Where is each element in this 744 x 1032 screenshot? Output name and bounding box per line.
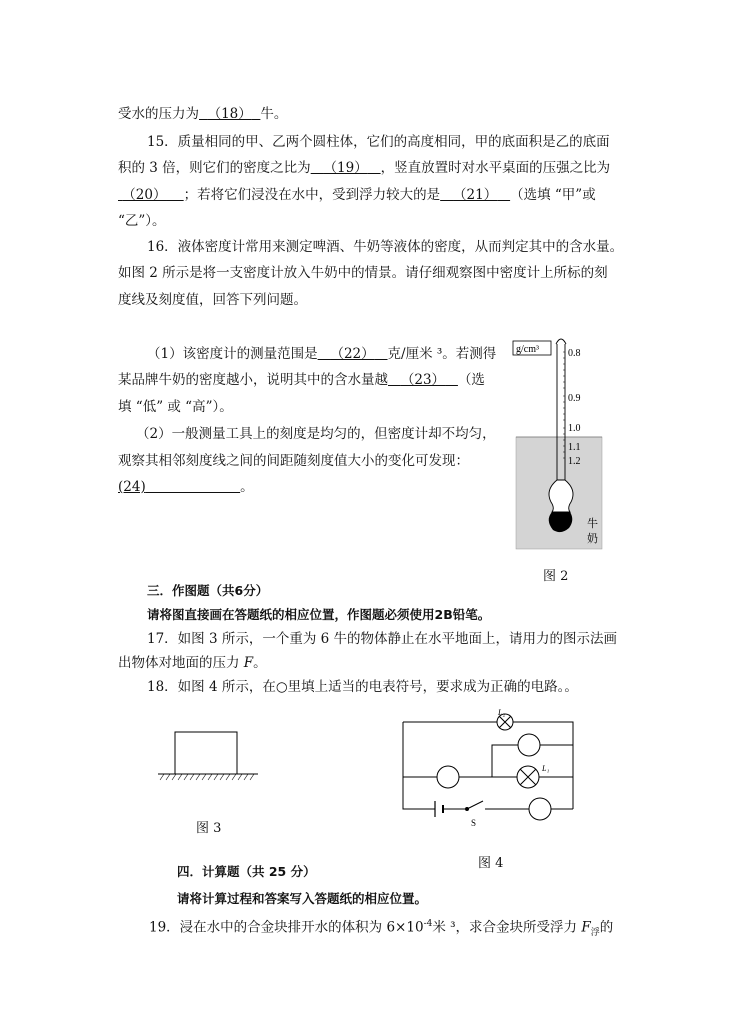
switch <box>466 801 484 811</box>
tick-label-0.9: 0.9 <box>568 393 581 404</box>
lamp-L1 <box>517 766 539 788</box>
figure-3-block <box>150 725 270 790</box>
switch-label: S <box>471 818 477 828</box>
q16-p1-line3: 填 “低” 或 “高”）。 <box>118 399 233 415</box>
blank-23: （23） <box>400 372 446 388</box>
text: 某品牌牛奶的密度越小，说明其中的含水量越 <box>118 372 388 388</box>
q18-line: 18．如图 4 所示，在○里填上适当的电表符号，要求成为正确的电路。。 <box>147 679 578 695</box>
q17-line2 <box>118 653 267 673</box>
q14-tail <box>118 104 287 124</box>
q16-p1-line1 <box>147 344 496 364</box>
text: 牛。 <box>260 106 288 122</box>
section-3-title: 三．作图题（共6分） <box>147 583 269 598</box>
text: 米 ³，求合金块所受浮力 <box>432 919 582 936</box>
figure-2-hydrometer <box>505 330 615 560</box>
blank-21: （21） <box>453 187 498 203</box>
blank-19: （19） <box>323 160 368 176</box>
stem-top <box>556 339 566 344</box>
tick-label-1.2: 1.2 <box>568 456 581 467</box>
q16-p2-line2: 观察其相邻刻度线之间的间距随刻度值大小的变化可发现： <box>118 453 469 469</box>
meter-circle-left <box>437 766 459 788</box>
text: 克/厘米 ³。若测得 <box>387 346 497 362</box>
liquid-label-1: 牛 <box>587 518 598 530</box>
text: （1）该密度计的测量范围是 <box>147 346 318 362</box>
force-symbol: F <box>243 655 254 671</box>
tick-label-1.0: 1.0 <box>568 423 581 434</box>
meter-circle-bottom <box>529 798 551 820</box>
text: 积的 3 倍，则它们的密度之比为 <box>118 160 311 176</box>
q15-line2 <box>118 158 610 178</box>
liquid-label-2: 奶 <box>587 533 598 545</box>
text: （选 <box>457 372 485 388</box>
tick-label-1.1: 1.1 <box>568 442 581 453</box>
figure-3-caption: 图 3 <box>196 821 222 836</box>
blank-22: （22） <box>330 346 375 362</box>
q16-line3: 度线及刻度值，回答下列问题。 <box>118 292 307 308</box>
q15-line3 <box>118 185 596 205</box>
meter-circle-top <box>518 734 540 756</box>
text: （选填 “甲”或 <box>510 187 596 203</box>
q16-p2-line3 <box>118 477 254 497</box>
q16-p1-line2 <box>118 370 485 390</box>
section-3-instruction: 请将图直接画在答题纸的相应位置，作图题必须使用2B铅笔。 <box>147 607 491 622</box>
text: 。 <box>240 479 254 495</box>
figure-4-caption: 图 4 <box>478 856 504 871</box>
tick-label-0.8: 0.8 <box>568 348 581 359</box>
unit-label: g/cm³ <box>516 344 539 355</box>
text: 19．浸在水中的合金块排开水的体积为 6×10 <box>149 919 424 936</box>
section-4-instruction: 请将计算过程和答案写入答题纸的相应位置。 <box>177 891 428 906</box>
buoyancy-symbol: F <box>581 919 591 936</box>
block <box>175 732 237 774</box>
text: ，竖直放置时对水平桌面的压强之比为 <box>380 160 611 176</box>
text: 受水的压力为 <box>118 106 199 122</box>
text: ；若将它们浸没在水中，受到浮力较大的是 <box>183 187 441 203</box>
ground-hatch <box>160 774 254 780</box>
q17-line1: 17．如图 3 所示，一个重为 6 牛的物体静止在水平地面上，请用力的图示法画 <box>147 631 618 647</box>
text: 的 <box>599 919 614 936</box>
q16-line2: 如图 2 所示是将一支密度计放入牛奶中的情景。请仔细观察图中密度计上所标的刻 <box>118 265 608 281</box>
q19-line <box>149 914 613 943</box>
text: 出物体对地面的压力 <box>118 655 244 671</box>
q16-line1: 16．液体密度计常用来测定啤酒、牛奶等液体的密度，从而判定其中的含水量。 <box>147 239 624 255</box>
figure-2-caption: 图 2 <box>543 569 569 584</box>
text: 。 <box>253 655 267 671</box>
lamp-L1-label: L₁ <box>542 764 550 773</box>
q15-line1: 15．质量相同的甲、乙两个圆柱体，它们的高度相同，甲的底面积是乙的底面 <box>147 134 610 150</box>
q16-p2-line1: （2）一般测量工具上的刻度是均匀的，但密度计却不均匀， <box>136 426 496 442</box>
buoyancy-subscript: 浮 <box>590 928 600 939</box>
blank-24: (24) <box>118 479 146 495</box>
figure-4-circuit <box>395 705 585 835</box>
section-4-title: 四．计算题（共 25 分） <box>177 864 316 879</box>
q15-line4: “乙”）。 <box>118 213 166 229</box>
battery <box>435 801 443 817</box>
blank-20: （20） <box>122 187 167 203</box>
blank-18: （18） <box>207 106 252 122</box>
lamp-L2-label: L₂ <box>498 708 506 717</box>
exponent: -4 <box>423 919 433 929</box>
